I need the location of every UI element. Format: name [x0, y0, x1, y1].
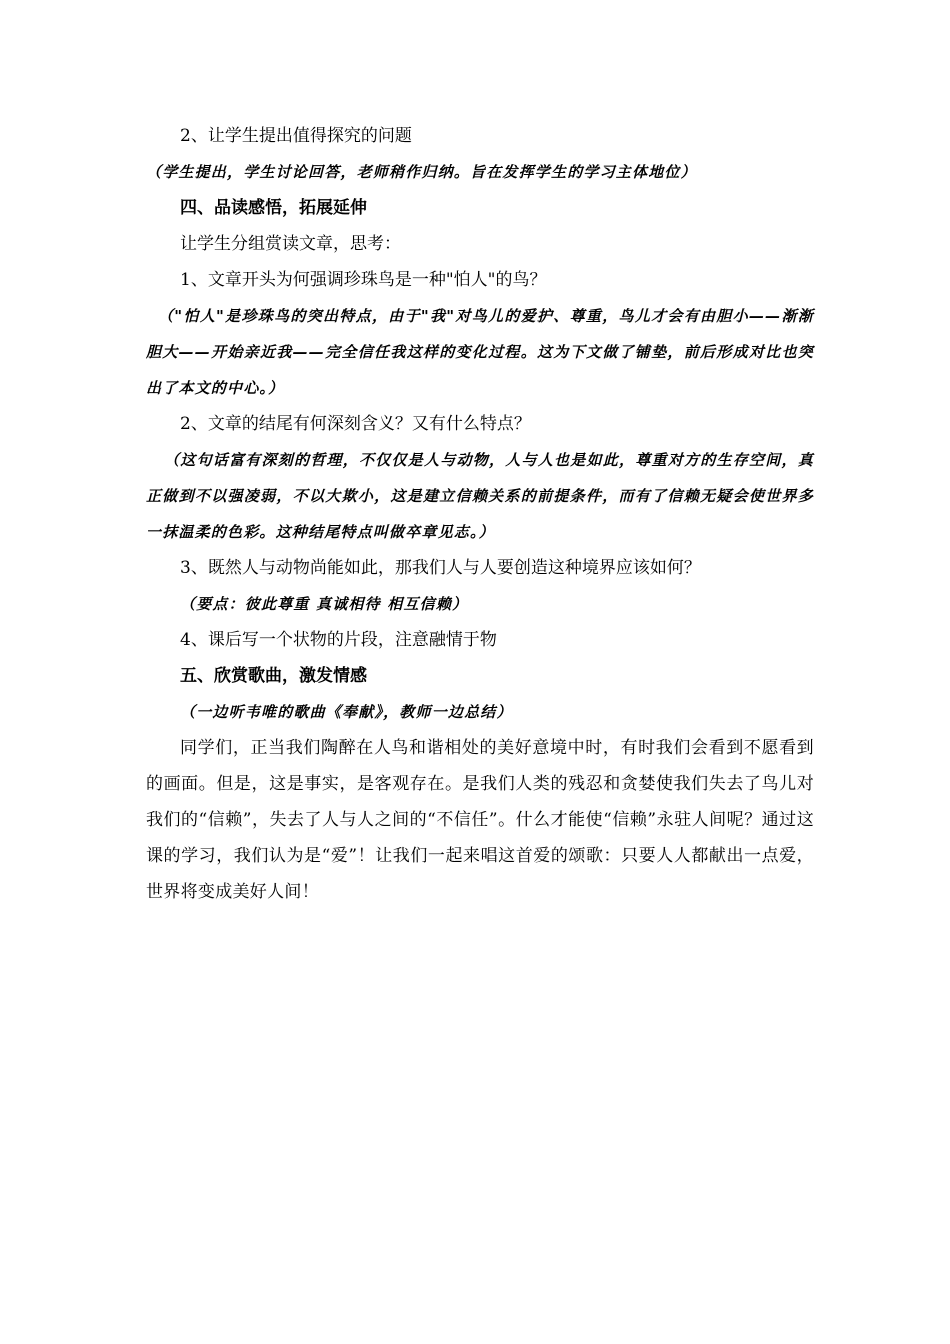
question-1: 1、文章开头为何强调珍珠鸟是一种"怕人"的鸟？ [180, 270, 547, 290]
section-5-heading: 五、欣赏歌曲，激发情感 [180, 666, 367, 686]
section-4-intro: 让学生分组赏读文章，思考： [180, 234, 401, 254]
question-2-note: （这句话富有深刻的哲理，不仅仅是人与动物，人与人也是如此，尊重对方的生存空间，真正做到不以强凌弱，不以大欺小，这是建立信赖关系的前提条件，而有了信赖无疑会使世界多一抹温柔的色彩。这种结尾特点叫做卒章见志。） [146, 451, 814, 541]
closing-paragraph: 同学们，正当我们陶醉在人鸟和谐相处的美好意境中时，有时我们会看到不愿看到的画面。但是，这是事实，是客观存在。是我们人类的残忍和贪婪使我们失去了鸟儿对我们的“信赖”，失去了人与人之间的“不信任”。什么才能使“信赖”永驻人间呢？通过这课的学习，我们认为是“爱”！让我们一起来唱这首爱的颂歌：只要人人都献出一点爱，世界将变成美好人间！ [146, 738, 814, 902]
item-2-note: （学生提出，学生讨论回答，老师稍作归纳。旨在发挥学生的学习主体地位） [146, 163, 697, 181]
section-5-note: （一边听韦唯的歌曲《奉献》，教师一边总结） [180, 703, 513, 721]
question-1-note: （"怕人"是珍珠鸟的突出特点，由于"我"对鸟儿的爱护、尊重，鸟儿才会有由胆小——渐渐胆大——开始亲近我——完全信任我这样的变化过程。这为下文做了铺垫，前后形成对比也突出了本文的中心。） [146, 307, 814, 397]
question-3-note: （要点：彼此尊重 真诚相待 相互信赖） [180, 595, 469, 613]
question-2: 2、文章的结尾有何深刻含义？又有什么特点？ [180, 414, 531, 434]
question-3: 3、既然人与动物尚能如此，那我们人与人要创造这种境界应该如何？ [180, 558, 701, 578]
section-4-heading: 四、品读感悟，拓展延伸 [180, 198, 367, 218]
question-4: 4、课后写一个状物的片段，注意融情于物 [180, 630, 497, 650]
document-body [146, 118, 814, 910]
item-2-title: 2、让学生提出值得探究的问题 [180, 126, 412, 146]
